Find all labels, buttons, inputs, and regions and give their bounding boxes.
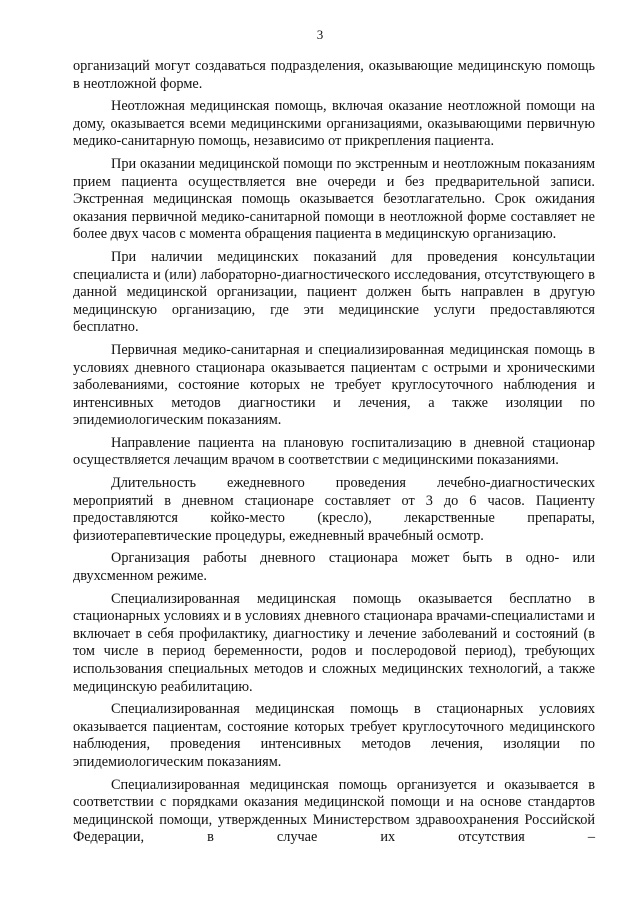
paragraph-9: Специализированная медицинская помощь оказывается бесплатно в стационарных условиях и в условиях дневного стационара врачами-специалистами и включает в себя профилактику, диагностику и лечение заболеваний и состояний (в том числе в период беременности, родов и послеродовой период), требующих использования специальных методов и сложных медицинских технологий, а также медицинскую реабилитацию. (73, 590, 595, 695)
paragraph-7: Длительность ежедневного проведения лечебно-диагностических мероприятий в дневном стационаре составляет от 3 до 6 часов. Пациенту предоставляются койко-место (кресло), лекарственные препараты, физиотерапевтические процедуры, ежедневный врачебный осмотр. (73, 475, 595, 544)
paragraph-4: При наличии медицинских показаний для проведения консультации специалиста и (или) лабораторно-диагностического исследования, отсутствующего в данной медицинской организации, пациент должен быть направлен в другую медицинскую организацию, где эти медицинские услуги предоставляются бесплатно. (73, 248, 595, 336)
paragraph-10: Специализированная медицинская помощь в стационарных условиях оказывается пациентам, состояние которых требует круглосуточного медицинского наблюдения, проведения интенсивных методов лечения, изоляции по эпидемиологическим показаниям. (73, 701, 595, 770)
paragraph-8: Организация работы дневного стационара может быть в одно- или двухсменном режиме. (73, 550, 595, 585)
paragraph-2: Неотложная медицинская помощь, включая оказание неотложной помощи на дому, оказывается всеми медицинскими организациями, оказывающими первичную медико-санитарную помощь, независимо от прикрепления пациента. (73, 98, 595, 150)
page-number: 3 (316, 27, 324, 42)
paragraph-1: организаций могут создаваться подразделения, оказывающие медицинскую помощь в неотложной форме. (73, 58, 595, 92)
paragraph-5: Первичная медико-санитарная и специализированная медицинская помощь в условиях дневного стационара оказывается пациентам с острыми и хроническими заболеваниями, состояние которых не требует круглосуточного наблюдения и интенсивных методов диагностики и лечения, а также изоляции по эпидемиологическим показаниям. (73, 341, 595, 429)
paragraph-11: Специализированная медицинская помощь организуется и оказывается в соответствии с порядками оказания медицинской помощи и на основе стандартов медицинской помощи, утвержденных Министерством здравоохранения Российской Федерации, в случае их отсутствия – (73, 776, 595, 846)
paragraph-3: При оказании медицинской помощи по экстренным и неотложным показаниям прием пациента осуществляется вне очереди и без предварительной записи. Экстренная медицинская помощь оказывается безотлагательно. Срок ожидания оказания первичной медико-санитарной помощи в неотложной форме составляет не более двух часов с момента обращения пациента в медицинскую организацию. (73, 155, 595, 243)
document-body (73, 58, 595, 852)
paragraph-6: Направление пациента на плановую госпитализацию в дневной стационар осуществляется лечащим врачом в соответствии с медицинскими показаниями. (73, 434, 595, 469)
